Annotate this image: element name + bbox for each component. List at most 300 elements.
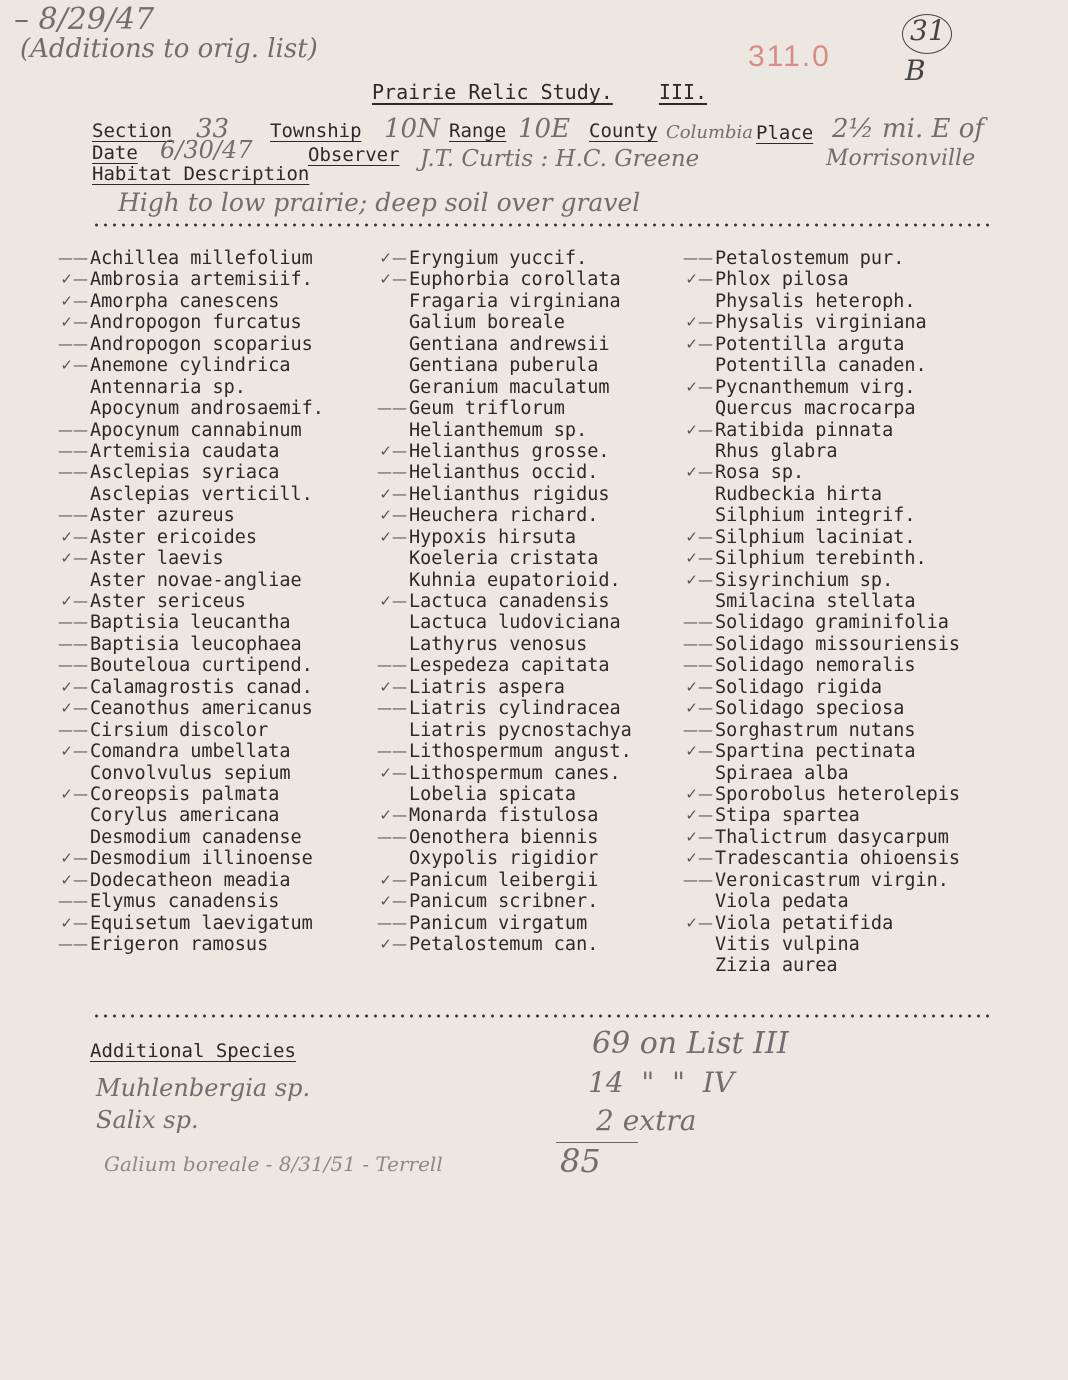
check-mark-icon: ✓— [60,270,88,289]
dash-mark-icon: —— [58,506,88,525]
species-row [409,612,632,633]
species-name: Asclepias verticill. [90,483,313,505]
species-name: Koeleria cristata [409,548,599,570]
species-row [58,719,324,741]
species-name: Rosa sp. [715,462,805,484]
species-name: Amorpha canescens [90,290,280,312]
species-name: Heuchera richard. [409,505,599,527]
check-mark-icon: ✓— [60,913,88,932]
species-name: Viola petatifida [715,912,894,934]
species-row [60,869,324,891]
species-row [685,698,960,720]
species-name: Quercus macrocarpa [715,398,916,420]
value-county: Columbia [666,122,754,143]
species-name: Oenothera biennis [409,826,599,848]
later-note: Galium boreale - 8/31/51 - Terrell [104,1152,443,1176]
no-mark [58,377,88,398]
species-name: Cirsium discolor [90,719,269,741]
check-mark-icon: ✓— [379,763,407,782]
species-name: Baptisia leucophaea [90,633,302,655]
species-name: Panicum scribner. [409,891,599,913]
check-mark-icon: ✓— [379,935,407,953]
no-mark [58,805,88,826]
species-row [60,591,324,612]
species-name: Phlox pilosa [715,269,849,291]
check-mark-icon: ✓— [379,592,407,610]
species-name: Comandra umbellata [90,741,291,763]
page-number: 31 [910,14,946,47]
species-name: Lathyrus venosus [409,633,588,655]
species-name: Physalis heteroph. [715,290,916,312]
species-row [60,526,324,548]
species-row [409,377,632,398]
species-row [715,934,960,955]
species-name: Apocynum cannabinum [90,419,302,441]
species-name: Antennaria sp. [90,376,246,398]
species-row [377,912,632,934]
species-row [58,333,324,355]
no-mark [683,291,713,312]
species-row [60,312,324,334]
species-row [90,484,324,505]
no-mark [377,420,407,441]
value-section: 33 [196,114,230,144]
check-mark-icon: ✓— [379,484,407,503]
species-row [379,805,632,827]
species-name: Rhus glabra [715,440,838,462]
check-mark-icon: ✓— [60,592,88,610]
species-name: Lobelia spicata [409,783,577,805]
dash-mark-icon: —— [377,699,407,718]
dash-mark-icon: —— [377,742,407,761]
value-township: 10N [384,114,440,144]
species-column-3 [683,248,961,977]
species-name: Oxypolis rigidior [409,848,599,870]
species-name: Helianthemum sp. [409,419,588,441]
check-mark-icon: ✓— [685,742,713,761]
species-row [379,676,632,698]
species-name: Coreopsis palmata [90,783,280,805]
species-name: Lespedeza capitata [409,655,610,677]
tally-line-3: 2 extra [596,1104,697,1137]
no-mark [683,934,713,955]
species-column-1 [58,248,324,955]
species-name: Galium boreale [409,312,565,334]
check-mark-icon: ✓— [60,870,88,889]
check-mark-icon: ✓— [685,699,713,718]
species-row [685,526,960,548]
species-name: Helianthus grosse. [409,440,610,462]
label-date: Date [92,142,138,164]
species-name: Monarda fistulosa [409,805,599,827]
species-row [90,398,324,419]
species-name: Aster sericeus [90,591,246,612]
tally-total: 85 [560,1142,601,1180]
species-row [379,934,632,955]
species-name: Gentiana andrewsii [409,333,610,355]
species-name: Vitis vulpina [715,934,860,955]
species-row [683,248,960,269]
species-row [685,419,960,441]
check-mark-icon: ✓— [60,849,88,868]
check-mark-icon: ✓— [685,784,713,803]
label-place: Place [756,122,814,144]
species-name: Ceanothus americanus [90,698,313,720]
no-mark [683,441,713,462]
species-row [60,698,324,720]
check-mark-icon: ✓— [60,356,88,375]
species-row [409,720,632,741]
dash-mark-icon: —— [58,720,88,739]
species-name: Spartina pectinata [715,741,916,763]
species-name: Dodecatheon meadia [90,869,291,891]
species-row [60,676,324,698]
species-name: Fragaria virginiana [409,290,621,312]
no-mark [683,398,713,419]
value-place-line2: Morrisonville [826,146,976,171]
species-row [60,290,324,312]
species-row [60,912,324,934]
no-mark [683,955,713,976]
species-row [715,291,960,312]
species-row [409,848,632,869]
check-mark-icon: ✓— [379,270,407,289]
no-mark [683,763,713,784]
no-mark [58,570,88,591]
species-row [90,805,324,826]
species-name: Stipa spartea [715,805,860,827]
dash-mark-icon: —— [377,656,407,675]
check-mark-icon: ✓— [379,892,407,911]
species-row [715,441,960,462]
species-row [379,526,632,548]
species-row [683,633,961,655]
no-mark [377,612,407,633]
species-row [409,784,632,805]
species-name: Equisetum laevigatum [90,912,313,934]
species-name: Liatris aspera [409,676,565,698]
species-name: Geranium maculatum [409,376,610,398]
no-mark [377,720,407,741]
species-row [90,763,324,784]
species-name: Tradescantia ohioensis [715,848,961,870]
value-date: 6/30/47 [160,136,253,164]
species-row [715,355,960,376]
species-name: Hypoxis hirsuta [409,526,577,548]
species-row [377,826,632,848]
value-habitat: High to low prairie; deep soil over gravel [118,188,641,217]
check-mark-icon: ✓— [379,441,407,460]
species-name: Elymus canadensis [90,891,280,913]
label-observer: Observer [308,144,400,166]
species-name: Anemone cylindrica [90,355,291,377]
dash-mark-icon: —— [58,656,88,675]
page-title [372,80,707,104]
check-mark-icon: ✓— [685,549,713,568]
species-row [409,570,632,591]
dash-mark-icon: —— [377,827,407,846]
check-mark-icon: ✓— [60,291,88,310]
dash-mark-icon: —— [377,399,407,418]
species-name: Zizia aurea [715,955,838,977]
dash-mark-icon: —— [58,334,88,353]
no-mark [377,377,407,398]
title-number: III. [658,80,708,104]
species-row [379,483,632,505]
species-row [715,505,960,526]
species-name: Ambrosia artemisiif. [90,269,313,291]
species-row [379,762,632,784]
species-row [90,377,324,398]
species-row [377,462,632,484]
title-text: Prairie Relic Study. [372,80,613,104]
check-mark-icon: ✓— [685,913,713,932]
species-name: Silphium integrif. [715,505,916,527]
no-mark [377,291,407,312]
archive-number: 311.0 [748,40,831,73]
species-row [60,548,324,570]
species-row [685,676,960,698]
species-name: Spiraea alba [715,762,849,784]
species-name: Apocynum androsaemif. [90,398,324,420]
species-row [377,655,632,677]
check-mark-icon: ✓— [685,270,713,289]
species-row [683,719,960,741]
species-row [409,334,632,355]
species-name: Bouteloua curtipend. [90,655,313,677]
species-name: Panicum virgatum [409,912,588,934]
no-mark [377,570,407,591]
species-row [715,484,960,505]
check-mark-icon: ✓— [685,849,713,868]
species-row [58,440,324,462]
species-row [683,869,960,891]
tally-line-1: 69 on List III [592,1026,789,1061]
species-name: Kuhnia eupatorioid. [409,569,621,591]
divider-bottom [92,1013,992,1019]
species-row [379,440,632,462]
dash-mark-icon: —— [683,656,713,675]
check-mark-icon: ✓— [60,784,88,803]
species-name: Lithospermum canes. [409,762,621,784]
species-name: Solidago nemoralis [715,655,916,677]
species-row [683,655,960,677]
species-row [685,376,960,398]
dash-mark-icon: —— [58,249,88,267]
species-row [58,505,324,527]
species-name: Helianthus rigidus [409,483,610,505]
species-row [685,462,960,484]
species-name: Gentiana puberula [409,355,599,377]
check-mark-icon: ✓— [60,549,88,568]
no-mark [58,763,88,784]
species-name: Achillea millefolium [90,248,313,269]
dash-mark-icon: —— [683,720,713,739]
check-mark-icon: ✓— [685,677,713,696]
check-mark-icon: ✓— [60,699,88,718]
species-row [685,848,961,870]
check-mark-icon: ✓— [685,827,713,846]
species-row [685,741,960,763]
species-name: Aster novae-angliae [90,569,302,591]
species-row [715,398,960,419]
species-name: Rudbeckia hirta [715,483,883,505]
species-name: Physalis virginiana [715,312,927,334]
species-row [379,891,632,913]
species-name: Aster laevis [90,548,224,570]
check-mark-icon: ✓— [685,463,713,482]
check-mark-icon: ✓— [685,570,713,589]
species-name: Andropogon furcatus [90,312,302,334]
check-mark-icon: ✓— [685,527,713,546]
species-row [715,591,960,612]
species-row [379,269,632,291]
label-county: County [589,120,658,142]
dash-mark-icon: —— [683,613,713,632]
no-mark [377,312,407,333]
species-name: Thalictrum dasycarpum [715,826,949,848]
species-row [60,269,324,291]
species-name: Petalostemum can. [409,934,599,955]
species-name: Silphium terebinth. [715,548,927,570]
species-column-2 [377,248,632,955]
species-name: Potentilla canaden. [715,355,927,377]
species-name: Silphium laciniat. [715,526,916,548]
species-row [90,827,324,848]
dash-mark-icon: —— [58,892,88,911]
no-mark [58,827,88,848]
species-row [685,548,960,570]
value-range: 10E [518,114,571,144]
no-mark [377,355,407,376]
species-row [58,633,324,655]
check-mark-icon: ✓— [685,313,713,332]
check-mark-icon: ✓— [60,527,88,546]
species-row [715,955,960,976]
species-name: Andropogon scoparius [90,333,313,355]
species-row [379,248,632,269]
species-name: Smilacina stellata [715,591,916,612]
dash-mark-icon: —— [683,249,713,267]
label-habitat: Habitat Description [92,163,310,185]
species-name: Baptisia leucantha [90,612,291,634]
species-name: Pycnanthemum virg. [715,376,916,398]
species-name: Petalostemum pur. [715,248,905,269]
species-row [409,548,632,569]
species-name: Corylus americana [90,805,280,827]
species-row [409,420,632,441]
no-mark [683,591,713,612]
species-name: Eryngium yuccif. [409,248,588,269]
species-name: Solidago speciosa [715,698,905,720]
species-row [409,312,632,333]
dash-mark-icon: —— [58,935,88,953]
species-row [60,355,324,377]
no-mark [58,484,88,505]
species-name: Helianthus occid. [409,462,599,484]
species-name: Panicum leibergii [409,869,599,891]
species-name: Liatris cylindracea [409,698,621,720]
check-mark-icon: ✓— [60,313,88,332]
species-row [715,763,960,784]
species-row [685,569,960,591]
dash-mark-icon: —— [683,634,713,653]
species-name: Ratibida pinnata [715,419,894,441]
check-mark-icon: ✓— [379,677,407,696]
label-range: Range [449,120,507,142]
dash-mark-icon: —— [377,913,407,932]
check-mark-icon: ✓— [60,677,88,696]
species-name: Lactuca canadensis [409,591,610,612]
species-name: Asclepias syriaca [90,462,280,484]
species-name: Desmodium canadense [90,826,302,848]
species-row [409,355,632,376]
species-name: Lactuca ludoviciana [409,612,621,634]
species-row [379,505,632,527]
no-mark [377,334,407,355]
species-row [60,783,324,805]
species-name: Euphorbia corollata [409,269,621,291]
dash-mark-icon: —— [58,613,88,632]
page-letter: B [905,54,926,87]
handwritten-note-top: (Additions to orig. list) [20,34,318,64]
species-row [685,312,960,334]
no-mark [683,891,713,912]
check-mark-icon: ✓— [379,506,407,525]
species-row [409,291,632,312]
additional-species-1: Muhlenbergia sp. [96,1074,311,1102]
species-name: Sorghastrum nutans [715,719,916,741]
dash-mark-icon: —— [58,463,88,482]
check-mark-icon: ✓— [379,806,407,825]
species-row [685,805,960,827]
dash-mark-icon: —— [683,870,713,889]
value-observer: J.T. Curtis : H.C. Greene [420,146,700,172]
species-row [58,462,324,484]
check-mark-icon: ✓— [685,377,713,396]
species-name: Aster ericoides [90,526,258,548]
species-name: Aster azureus [90,505,235,527]
dash-mark-icon: —— [58,441,88,460]
species-row [683,612,960,634]
additional-species-2: Salix sp. [96,1106,199,1134]
species-name: Potentilla arguta [715,333,905,355]
species-name: Artemisia caudata [90,440,280,462]
divider-top [92,222,992,228]
species-name: Desmodium illinoense [90,848,313,870]
species-row [685,826,960,848]
species-name: Sisyrinchium sp. [715,569,894,591]
tally-line-2: 14 " " IV [588,1066,735,1099]
dash-mark-icon: —— [58,634,88,653]
species-row [685,269,960,291]
no-mark [683,505,713,526]
species-row [58,248,324,269]
species-row [58,419,324,441]
check-mark-icon: ✓— [685,806,713,825]
species-name: Sporobolus heterolepis [715,783,961,805]
species-name: Solidago missouriensis [715,633,961,655]
dash-mark-icon: —— [377,463,407,482]
species-name: Viola pedata [715,891,849,913]
species-row [685,783,961,805]
check-mark-icon: ✓— [685,420,713,439]
species-name: Lithospermum angust. [409,741,632,763]
species-name: Veronicastrum virgin. [715,869,949,891]
no-mark [683,484,713,505]
species-name: Erigeron ramosus [90,934,269,955]
check-mark-icon: ✓— [60,742,88,761]
